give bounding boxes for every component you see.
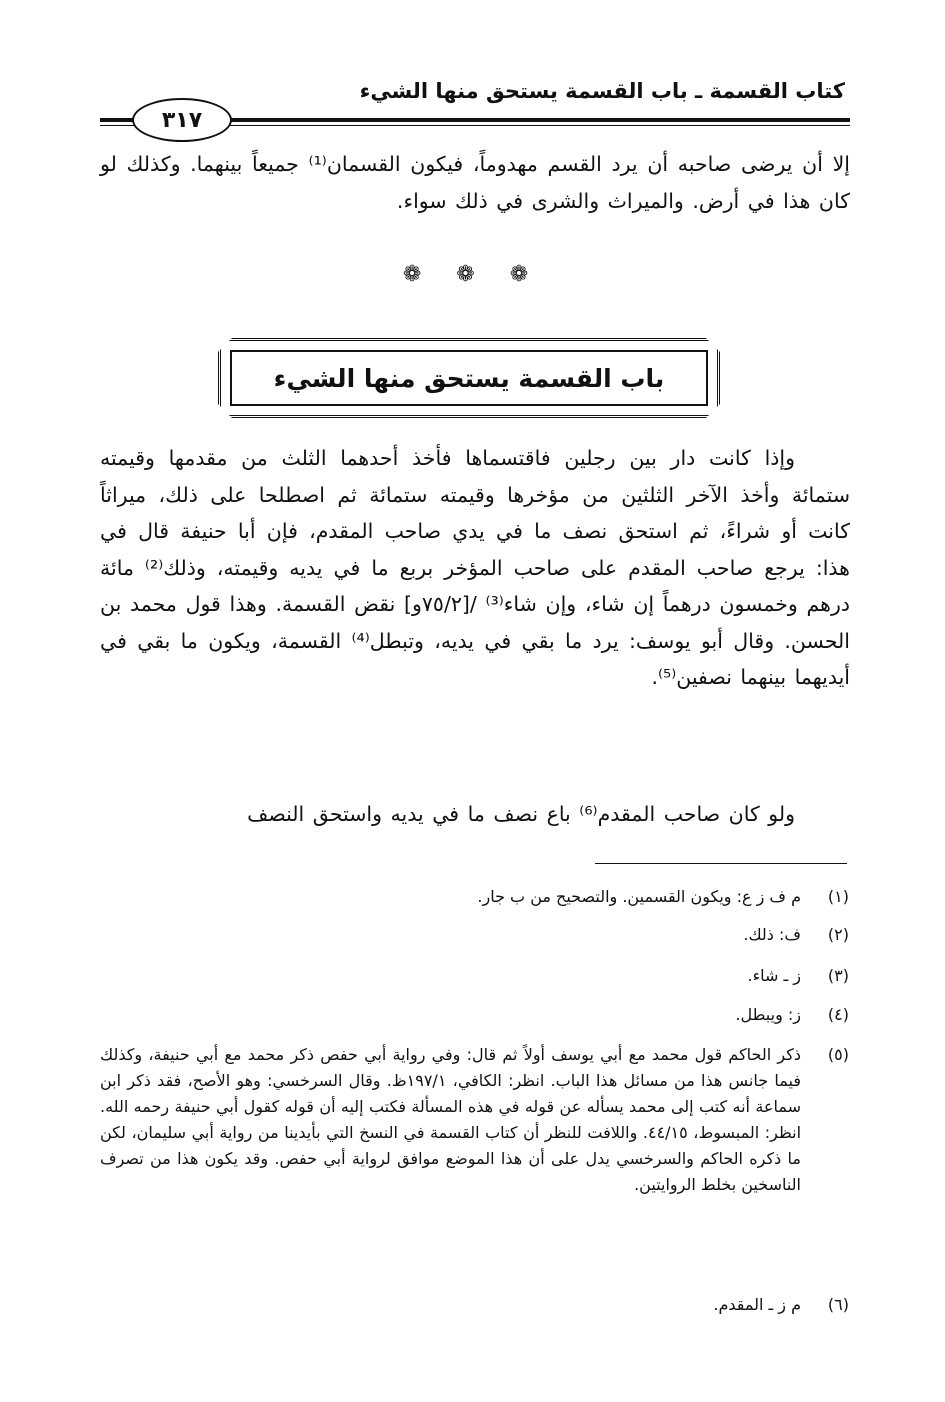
page-number: ٣١٧ bbox=[132, 98, 232, 142]
footnote-1 bbox=[100, 884, 849, 910]
footnote-5 bbox=[100, 1042, 849, 1198]
chapter-title: باب القسمة يستحق منها الشيء bbox=[273, 363, 665, 393]
footnote-number: (١) bbox=[827, 887, 849, 906]
footnote-number: (٣) bbox=[827, 966, 849, 985]
section-ornament: ❁ ❁ ❁ bbox=[402, 262, 543, 287]
body-paragraph-3: ولو كان صاحب المقدم⁽⁶⁾ باع نصف ما في يديه واستحق النصف bbox=[247, 802, 795, 826]
body-paragraph-1: إلا أن يرضى صاحبه أن يرد القسم مهدوماً، فيكون القسمان⁽¹⁾ جميعاً بينهما. وكذلك لو كان هذا في أرض. والميراث والشرى في ذلك سواء. bbox=[100, 152, 850, 213]
footnote-text: م ف ز ع: ويكون القسمين. والتصحيح من ب جار. bbox=[477, 887, 801, 906]
footnote-text: ز ـ شاء. bbox=[747, 966, 801, 985]
footnote-number: (٦) bbox=[827, 1295, 849, 1314]
footnote-4 bbox=[100, 1002, 849, 1028]
footnote-number: (٥) bbox=[827, 1045, 849, 1064]
footnote-text: م ز ـ المقدم. bbox=[713, 1295, 801, 1314]
footnote-2 bbox=[100, 922, 849, 948]
footnote-3 bbox=[100, 963, 849, 989]
chapter-title-box bbox=[230, 350, 708, 406]
footnote-6 bbox=[100, 1292, 849, 1318]
footnote-text: ز: ويبطل. bbox=[735, 1005, 801, 1024]
footnote-separator bbox=[595, 863, 847, 864]
running-head: كتاب القسمة ـ باب القسمة يستحق منها الشيء bbox=[359, 79, 845, 103]
footnote-text: ذكر الحاكم قول محمد مع أبي يوسف أولاً ثم قال: وفي رواية أبي حفص ذكر محمد مع أبي حنيفة، وكذلك فيما جانس هذا من مسائل هذا الباب. انظر: الكافي، ١٩٧/١ظ. وقال السرخسي: وهو الأصح، فقد ذكر ابن سماعة أنه كتب إلى محمد يسأله عن قوله في هذه المسألة فكتب إليه أن قوله كقول أبي حنيفة رحمه الله. انظر: المبسوط، ٤٤/١٥. واللافت للنظر أن كتاب القسمة في النسخ التي بأيدينا من رواية أبي سليمان، لكن ما ذكره الحاكم والسرخسي يدل على أن هذا الموضع موافق لرواية أبي حفص. وقد يكون هذا من تصرف الناسخين بخلط الروايتين. bbox=[100, 1045, 802, 1194]
footnote-text: ف: ذلك. bbox=[743, 925, 801, 944]
footnote-number: (٢) bbox=[827, 925, 849, 944]
footnote-number: (٤) bbox=[827, 1005, 849, 1024]
body-paragraph-2: وإذا كانت دار بين رجلين فاقتسماها فأخذ أحدهما الثلث من مقدمها وقيمته ستمائة وأخذ الآخر الثلثين من مؤخرها وقيمته ستمائة ثم اصطلحا على ذلك، ميراثاً كانت أو شراءً، ثم استحق نصف ما في يدي صاحب المقدم، فإن أبا حنيفة قال في هذا: يرجع صاحب المقدم على صاحب المؤخر بربع ما في يديه وقيمته، وذلك⁽²⁾ مائة درهم وخمسون درهماً إن شاء، وإن شاء⁽³⁾ /[٧٥/٢و] نقض القسمة. وهذا قول محمد بن الحسن. وقال أبو يوسف: يرد ما بقي في يديه، وتبطل⁽⁴⁾ القسمة، ويكون ما بقي في أيديهما بينهما نصفين⁽⁵⁾. bbox=[100, 446, 850, 689]
